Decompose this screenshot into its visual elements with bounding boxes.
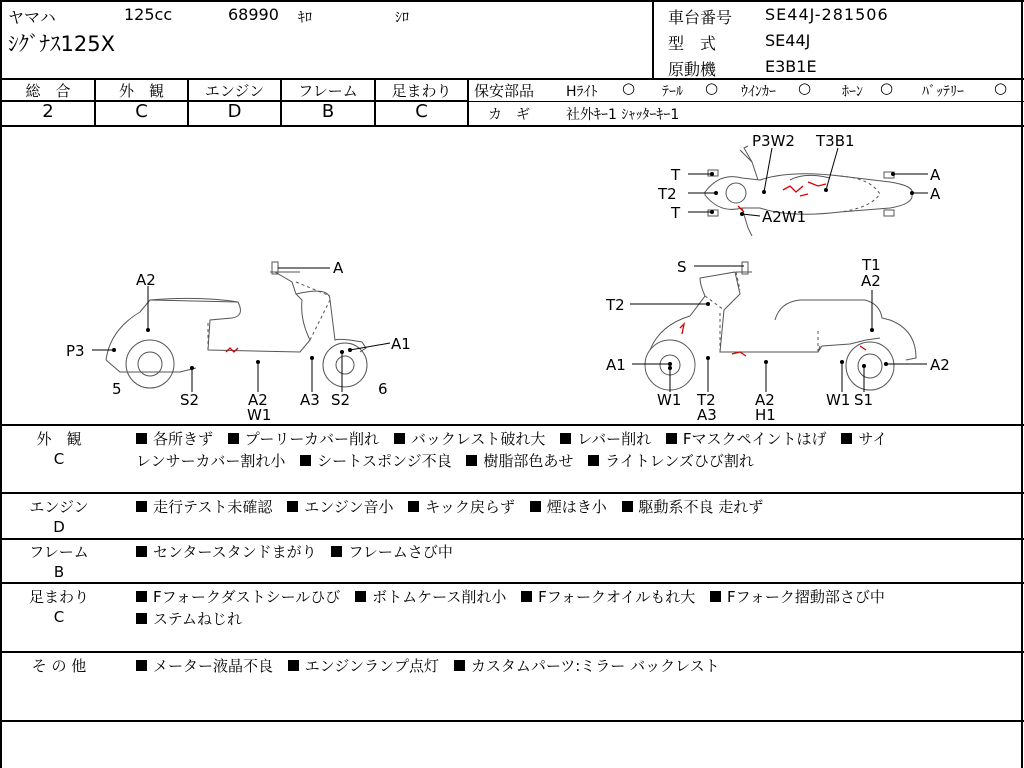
model-label: 型 式 xyxy=(668,34,717,53)
note-frame-line-1 xyxy=(136,541,463,562)
note-item: エンジンランプ点灯 xyxy=(304,657,440,675)
displacement: 125cc xyxy=(124,5,173,24)
note-item: Fフォークダストシールひび xyxy=(153,588,341,606)
note-item: ボトムケース削れ小 xyxy=(372,588,507,606)
note-exterior-line-2 xyxy=(136,450,764,471)
overall-label: 総 合 xyxy=(25,82,71,100)
note-item: プーリーカバー削れ xyxy=(244,430,380,448)
model-code: SE44J xyxy=(765,31,811,50)
note-suspension-label: 足まわり xyxy=(28,588,89,606)
label-right-w1: W1 xyxy=(657,391,682,409)
label-left-p3: P3 xyxy=(66,342,85,360)
headlight-mark: ○ xyxy=(622,79,636,97)
safety-label: 保安部品 xyxy=(474,82,535,100)
label-right-a2-side: A2 xyxy=(930,356,950,374)
note-exterior-label: 外 観 xyxy=(36,430,82,448)
battery-mark: ○ xyxy=(994,79,1008,97)
note-other-line-1 xyxy=(136,655,730,676)
note-item: レバー削れ xyxy=(577,430,652,448)
note-exterior-line-1 xyxy=(136,428,897,449)
note-item: ステムねじれ xyxy=(153,610,242,628)
label-top-t: T xyxy=(671,166,681,184)
exterior-grade: C xyxy=(135,101,148,122)
note-exterior-grade: C xyxy=(53,450,65,468)
frame-grade: B xyxy=(321,101,335,122)
engine-grade-label: エンジン xyxy=(204,82,265,100)
note-frame-grade: B xyxy=(53,563,65,581)
label-left-a2: A2 xyxy=(136,271,156,289)
engine-label: 原動機 xyxy=(668,60,717,79)
leader-dots xyxy=(112,172,914,370)
note-item: 各所きず xyxy=(153,430,214,448)
label-top-a-upper: A xyxy=(930,166,941,184)
label-right-t1: T1 xyxy=(862,256,881,274)
damage-diagram xyxy=(0,126,1024,426)
key-label: カ ギ xyxy=(488,107,530,123)
safety-mid-line xyxy=(468,101,1024,102)
note-item: レンサーカバー割れ小 xyxy=(136,452,286,470)
frame-no: SE44J-281506 xyxy=(765,5,889,24)
model-name: ｼｸﾞﾅｽ125X xyxy=(8,32,115,56)
label-right-a2: A2 xyxy=(861,272,881,290)
note-item: Fフォークオイルもれ大 xyxy=(538,588,696,606)
note-item: 駆動系不良 走れず xyxy=(638,498,764,516)
label-top-a2w1: A2W1 xyxy=(762,208,807,226)
mileage-unit: ｷﾛ xyxy=(298,10,312,26)
label-top-t3b1: T3B1 xyxy=(816,132,855,150)
exterior-label: 外 観 xyxy=(118,82,164,100)
battery-label: ﾊﾞｯﾃﾘｰ xyxy=(922,84,964,100)
label-left-s2: S2 xyxy=(180,391,200,409)
horn-label: ﾎｰﾝ xyxy=(842,84,863,100)
label-right-t2-bottom: T2 xyxy=(697,391,716,409)
note-item: サイ xyxy=(858,430,888,448)
border-top xyxy=(0,0,1024,2)
notes-bottom-line xyxy=(0,720,1024,722)
leader-lines xyxy=(92,148,928,392)
overall-grade: 2 xyxy=(42,101,54,122)
label-right-a3: A3 xyxy=(697,406,717,424)
label-top-p3w2: P3W2 xyxy=(752,132,795,150)
label-right-h1: H1 xyxy=(755,406,776,424)
notes-divider xyxy=(0,582,1024,584)
header-divider xyxy=(652,0,654,78)
note-item: Fフォーク摺動部さび中 xyxy=(727,588,885,606)
winker-label: ｳｲﾝｶｰ xyxy=(741,84,776,100)
color: ｼﾛ xyxy=(395,10,409,26)
label-right-s1: S1 xyxy=(854,391,874,409)
note-suspension-grade: C xyxy=(53,608,65,626)
engine-grade: D xyxy=(227,101,242,122)
notes-divider xyxy=(0,538,1024,540)
frame-no-label: 車台番号 xyxy=(668,8,733,27)
note-item: センタースタンドまがり xyxy=(153,543,317,561)
note-engine-label: エンジン xyxy=(29,498,89,516)
scooter-top-view xyxy=(705,146,912,236)
note-item: ライトレンズひび割れ xyxy=(605,452,754,470)
label-right-w1-rear: W1 xyxy=(826,391,851,409)
label-right-a2-bottom: A2 xyxy=(755,391,775,409)
note-item: 樹脂部色あせ xyxy=(483,452,574,470)
horn-mark: ○ xyxy=(880,79,894,97)
note-item: フレームさび中 xyxy=(348,543,453,561)
label-left-a2-bottom: A2 xyxy=(248,391,268,409)
label-left-a: A xyxy=(333,259,344,277)
label-right-t2: T2 xyxy=(606,296,625,314)
winker-mark: ○ xyxy=(798,79,812,97)
suspension-grade-label: 足まわり xyxy=(391,82,452,100)
label-left-a1: A1 xyxy=(391,335,411,353)
note-item: シートスポンジ不良 xyxy=(317,452,452,470)
engine-code: E3B1E xyxy=(765,57,817,76)
note-item: Fマスクペイントはげ xyxy=(682,430,827,448)
label-top-t2: T2 xyxy=(658,185,677,203)
note-item: キック戻らず xyxy=(425,498,515,516)
note-item: カスタムパーツ:ミラー バックレスト xyxy=(470,657,720,675)
note-item: 走行テスト未確認 xyxy=(153,498,273,516)
label-right-s: S xyxy=(677,258,687,276)
label-left-5: 5 xyxy=(112,380,122,398)
label-left-a3: A3 xyxy=(300,391,320,409)
key-value: 社外ｷｰ1 ｼｬｯﾀｰｷｰ1 xyxy=(566,107,680,123)
note-engine-line-1 xyxy=(136,496,773,517)
note-suspension-line-2 xyxy=(136,608,252,629)
label-right-a1: A1 xyxy=(606,356,626,374)
note-frame-label: フレーム xyxy=(29,543,89,561)
note-suspension-line-1 xyxy=(136,586,895,607)
notes-divider xyxy=(0,492,1024,494)
label-left-6: 6 xyxy=(378,380,388,398)
headlight-label: Hﾗｲﾄ xyxy=(566,84,598,100)
suspension-grade: C xyxy=(415,101,428,122)
label-left-w1: W1 xyxy=(247,406,272,424)
grade-col-div xyxy=(467,78,469,126)
mileage: 68990 xyxy=(228,5,279,24)
note-engine-grade: D xyxy=(53,518,65,536)
maker: ヤマハ xyxy=(8,8,56,27)
note-other-label: そ の 他 xyxy=(31,657,87,675)
label-top-t-lower: T xyxy=(671,204,681,222)
note-item: エンジン音小 xyxy=(304,498,394,516)
note-item: メーター液晶不良 xyxy=(153,657,274,675)
frame-grade-label: フレーム xyxy=(298,82,358,100)
notes-divider xyxy=(0,651,1024,653)
label-top-a-lower: A xyxy=(930,185,941,203)
notes-top-line xyxy=(0,424,1024,426)
taillight-mark: ○ xyxy=(705,79,719,97)
taillight-label: ﾃｰﾙ xyxy=(662,84,683,100)
label-left-s2-bottom: S2 xyxy=(331,391,351,409)
note-item: バックレスト破れ大 xyxy=(410,430,546,448)
note-item: 煙はき小 xyxy=(546,498,607,516)
